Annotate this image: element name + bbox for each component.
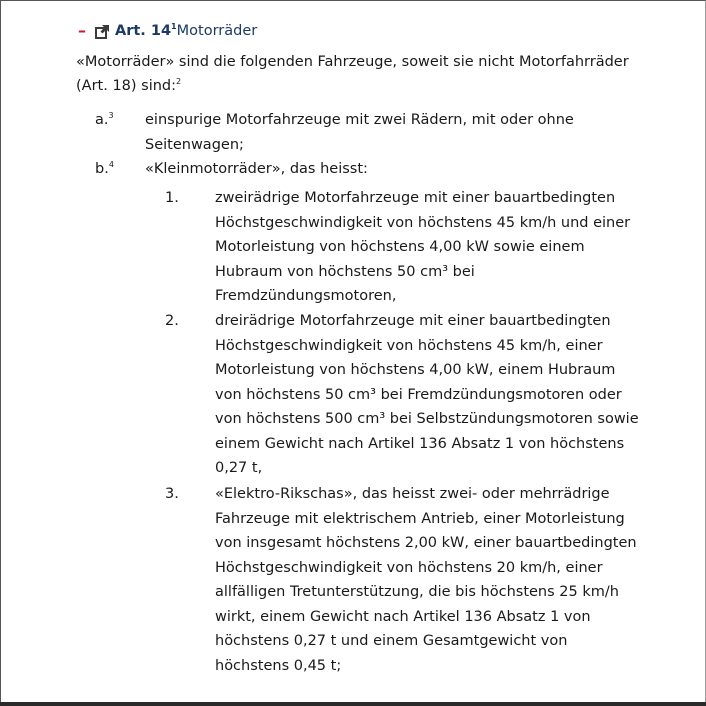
article-heading bbox=[78, 20, 257, 42]
sublist-item-marker: 3. bbox=[165, 486, 179, 502]
heading-footnote[interactable]: 1 bbox=[171, 22, 177, 31]
sublist-item-marker: 1. bbox=[165, 190, 179, 206]
bottom-border bbox=[0, 702, 706, 706]
item-footnote[interactable]: 4 bbox=[108, 160, 114, 169]
list-item-marker bbox=[95, 157, 114, 182]
list-item: einspurige Motorfahrzeuge mit zwei Rädern, mit oder ohne Seitenwagen; bbox=[145, 112, 574, 153]
intro-paragraph bbox=[76, 50, 646, 98]
article-title: Motorräder bbox=[176, 23, 258, 39]
marker-text: a. bbox=[95, 112, 109, 128]
list-item-marker bbox=[95, 108, 114, 133]
intro-text: «Motorräder» sind die folgenden Fahrzeuge, soweit sie nicht Motorfahrräder (Art. 18) sind: bbox=[76, 54, 629, 94]
external-link-icon[interactable] bbox=[95, 24, 110, 39]
sublist-item: «Elektro-Rikschas», das heisst zwei- oder mehrrädrige Fahrzeuge mit elektrischem Antrieb, einer Motorleistung von insgesamt höchstens 2,00 kW, einer bauartbedingten Höchstgeschwindigkeit von höchstens 20 km/h, einer allfälligen Tretunterstützung, die bis höchstens 25 km/h wirkt, einem Gewicht nach Artikel 136 Absatz 1 von höchstens 0,27 t und einem Gesamtgewicht von höchstens 0,45 t; bbox=[215, 486, 637, 674]
intro-footnote[interactable]: 2 bbox=[176, 77, 182, 86]
sublist-item: zweirädrige Motorfahrzeuge mit einer bauartbedingten Höchstgeschwindigkeit von höchstens 45 km/h und einer Motorleistung von höchstens 4,00 kW sowie einem Hubraum von höchstens 50 cm³ bei Fremdzündungsmotoren, bbox=[215, 190, 631, 304]
collapse-toggle[interactable]: – bbox=[78, 21, 86, 40]
list-item: «Kleinmotorräder», das heisst: bbox=[145, 161, 368, 177]
sublist-item-marker: 2. bbox=[165, 313, 179, 329]
marker-text: b. bbox=[95, 161, 109, 177]
article-number[interactable] bbox=[115, 23, 177, 39]
item-footnote[interactable]: 3 bbox=[108, 111, 114, 120]
article-number-text: Art. 14 bbox=[115, 23, 172, 39]
sublist-item: dreirädrige Motorfahrzeuge mit einer bauartbedingten Höchstgeschwindigkeit von höchstens 45 km/h, einer Motorleistung von höchstens 4,00 kW, einem Hubraum von höchstens 50 cm³ bei Fremdzündungsmotoren oder von höchstens 500 cm³ bei Selbstzündungsmotoren sowie einem Gewicht nach Artikel 136 Absatz 1 von höchstens 0,27 t, bbox=[215, 313, 639, 476]
